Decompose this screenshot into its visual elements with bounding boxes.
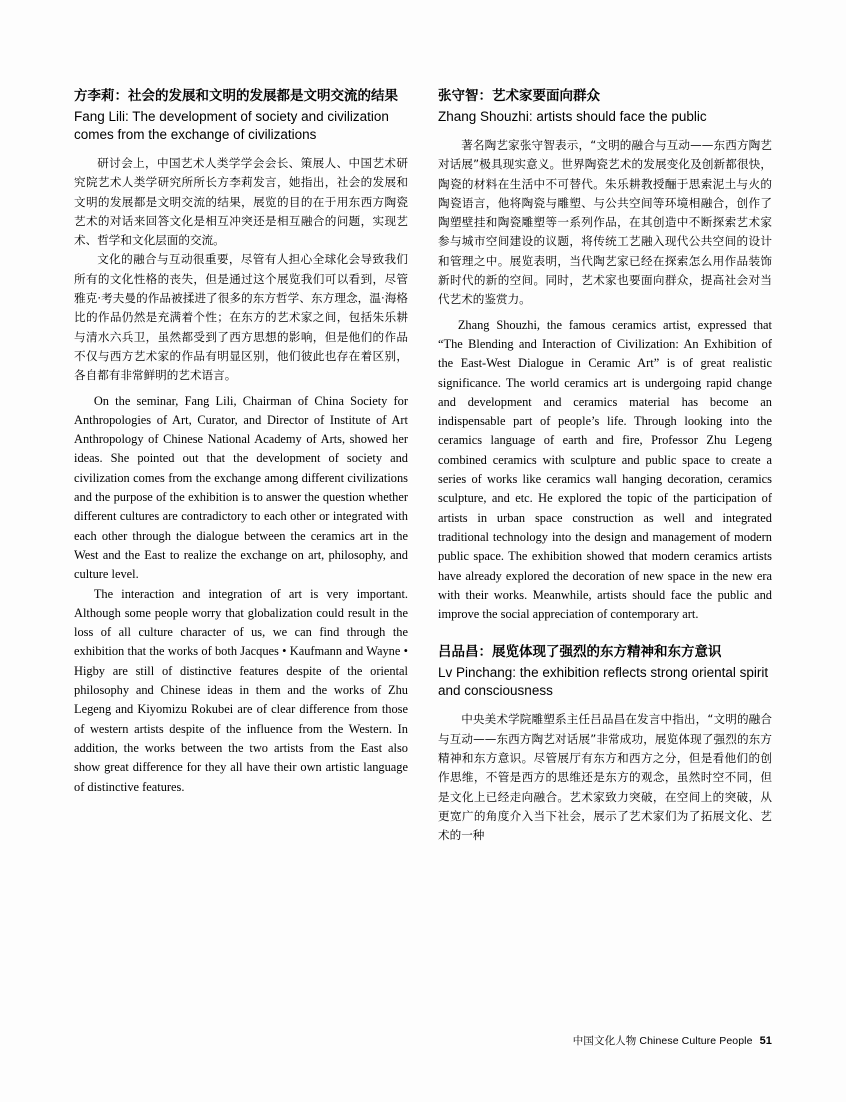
- footer-publication-en: Chinese Culture People: [639, 1035, 753, 1047]
- paragraph-cn: 研讨会上，中国艺术人类学学会会长、策展人、中国艺术研究院艺术人类学研究所所长方李莉发言，她指出，社会的发展和文明的发展都是文明交流的结果，展览的目的在于用东西方陶瓷艺术的对话来回答文化是相互冲突还是相互融合的问题，实现艺术、哲学和文化层面的交流。: [74, 156, 408, 248]
- page-content: [74, 86, 772, 1026]
- page-footer: [573, 1033, 772, 1048]
- right-column: [438, 86, 772, 1026]
- article-heading-cn-lv-pinchang: 吕品昌：展览体现了强烈的东方精神和东方意识: [438, 644, 722, 661]
- paragraph-en: On the seminar, Fang Lili, Chairman of China Society for Anthropologies of Art, Curator, and Director of Institute of Art Anthropology of Chinese National Academy of Arts, showed her ideas. She pointed out that the development of society and civilization comes from the exchange among different civilizations and the purpose of the exhibition is to answer the question whether different cultures are contradictory to each other or integrated with each other through the dialogue between the ceramics art in the West and the East to realize the exchange on art, philosophy, and culture level.: [74, 393, 408, 582]
- article-heading-en-fang-lili: Fang Lili: The development of society and civilization comes from the exchange of civilizations: [74, 109, 389, 142]
- footer-publication-cn: 中国文化人物: [572, 1035, 637, 1047]
- article-heading-en-lv-pinchang: Lv Pinchang: the exhibition reflects strong oriental spirit and consciousness: [438, 665, 769, 699]
- article-heading-cn-zhang-shouzhi: 张守智：艺术家要面向群众: [438, 88, 600, 104]
- article-heading-cn-fang-lili: 方李莉：社会的发展和文明的发展都是文明交流的结果: [74, 88, 398, 104]
- paragraph-cn: 中央美术学院雕塑系主任吕品昌在发言中指出，“文明的融合与互动——东西方陶艺对话展”非常成功，展览体现了强烈的东方精神和东方意识。尽管展厅有东方和西方之分，但是看他们的创作思维，不管是西方的思维还是东方的观念，虽然时空不同，但是文化上已经走向融合。艺术家致力突破，在空间上的突破，从更宽广的角度介入当下社会，展示了艺术家们为了拓展文化、艺术的一种: [438, 712, 772, 843]
- paragraph-en: Zhang Shouzhi, the famous ceramics artist, expressed that “The Blending and Interaction of Civilization: An Exhibition of the East-West Dialogue in Ceramic Art” is of great realistic significance. The world ceramics art is undergoing rapid change and development and ceramics material has become an indispensable part of people’s life. Through looking into the ceramics language of earth and fire, Professor Zhu Legeng combined ceramics with sculpture and public space to create a series of works like ceramics wall hanging decoration, ceramics sculpture, and etc. He explored the topic of the participation of artists in urban space construction as well and integrated traditional technology into the design and management of modern public space. The exhibition showed that modern ceramics artists have already explored the decoration of new space in the new era with their works. Meanwhile, artists should face the public and improve the social appreciation of contemporary art.: [438, 317, 772, 622]
- paragraph-en: The interaction and integration of art is very important. Although some people worry that globalization could result in the loss of all culture character of us, we can find through the exhibition that the works of both Jacques • Kaufmann and Wayne • Higby are still of distinctive features despite of the oriental philosophy and Chinese ideas in them and the works of Zhu Legeng and Kiyomizu Rokubei are of clear difference from those of western artists despite of the influence from the Western. In addition, the works between the two artists from the East also show great difference for they all have their own artistic language of distinctive features.: [74, 586, 408, 794]
- paragraph-cn: 文化的融合与互动很重要，尽管有人担心全球化会导致我们所有的文化性格的丧失，但是通过这个展览我们可以看到，尽管雅克·考夫曼的作品被揉进了很多的东方哲学、东方理念，温·海格比的作品仍然是充满着个性；在东方的艺术家之间，包括朱乐耕与清水六兵卫，虽然都受到了西方思想的影响，但是他们的作品不仅与西方艺术家的作品有明显区别，他们彼此也存在着区别，各自都有非常鲜明的艺术语言。: [74, 252, 408, 383]
- paragraph-cn: 著名陶艺家张守智表示，“文明的融合与互动——东西方陶艺对话展”极具现实意义。世界陶瓷艺术的发展变化及创新都很快，陶瓷的材料在生活中不可替代。朱乐耕教授酾于思索泥土与火的陶瓷语言，他将陶瓷与雕塑、与公共空间等环境相融合，创作了陶塑壁挂和陶瓷雕塑等一系列作品，在其创造中不断探索艺术家参与城市空间建设的议题，将传统工艺融入现代公共空间的设计和管理之中。展览表明，当代陶艺家已经在探索怎么用作品装饰新时代的新的空间。同时，艺术家也要面向群众，提高社会对当代艺术的鉴赏力。: [438, 138, 772, 307]
- section-spacer: [438, 624, 772, 642]
- left-column: [74, 86, 408, 1026]
- article-heading-en-zhang-shouzhi: Zhang Shouzhi: artists should face the public: [438, 109, 707, 124]
- page-number: 51: [759, 1035, 772, 1047]
